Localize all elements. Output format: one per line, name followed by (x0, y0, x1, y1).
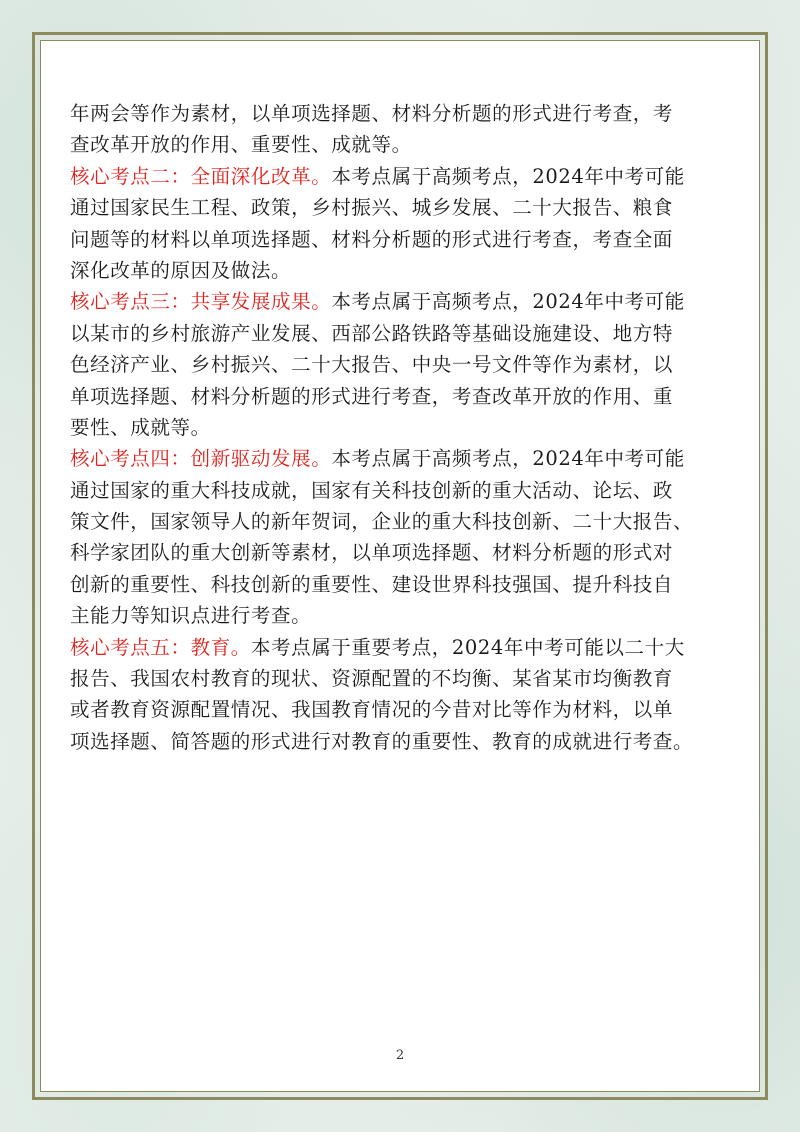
section-heading-line: 核心考点四：创新驱动发展。本考点属于高频考点，2024年中考可能 (70, 447, 685, 471)
text-line: 色经济产业、乡村振兴、二十大报告、中央一号文件等作为素材，以 (70, 353, 674, 377)
text-line: 创新的重要性、科技创新的重要性、建设世界科技强国、提升科技自 (70, 572, 674, 596)
text-line: 项选择题、简答题的形式进行对教育的重要性、教育的成就进行考查。 (70, 729, 694, 753)
text-line: 要性、成就等。 (70, 415, 211, 439)
core-point-heading: 核心考点二：全面深化改革。 (70, 164, 332, 188)
section-heading-line: 核心考点三：共享发展成果。本考点属于高频考点，2024年中考可能 (70, 290, 685, 314)
text-line: 报告、我国农村教育的现状、资源配置的不均衡、某省某市均衡教育 (70, 667, 674, 691)
text-line: 通过国家的重大科技成就，国家有关科技创新的重大活动、论坛、政 (70, 478, 674, 502)
section-heading-line: 核心考点五：教育。本考点属于重要考点，2024年中考可能以二十大 (70, 635, 685, 659)
document-body (70, 98, 730, 757)
section-heading-line: 核心考点二：全面深化改革。本考点属于高频考点，2024年中考可能 (70, 164, 685, 188)
text-line: 深化改革的原因及做法。 (70, 258, 292, 282)
text-line: 单项选择题、材料分析题的形式进行考查，考查改革开放的作用、重 (70, 384, 674, 408)
text-line: 策文件，国家领导人的新年贺词，企业的重大科技创新、二十大报告、 (70, 510, 694, 534)
core-point-heading: 核心考点五：教育。 (70, 635, 251, 659)
text-line: 以某市的乡村旅游产业发展、西部公路铁路等基础设施建设、地方特 (70, 321, 674, 345)
page-number: 2 (395, 1048, 405, 1063)
text-line: 或者教育资源配置情况、我国教育情况的今昔对比等作为材料，以单 (70, 698, 674, 722)
core-point-heading: 核心考点四：创新驱动发展。 (70, 447, 332, 471)
text-line: 查改革开放的作用、重要性、成就等。 (70, 133, 412, 157)
text-line: 主能力等知识点进行考查。 (70, 604, 312, 628)
text-line: 科学家团队的重大创新等素材，以单项选择题、材料分析题的形式对 (70, 541, 674, 565)
text-line: 问题等的材料以单项选择题、材料分析题的形式进行考查，考查全面 (70, 227, 674, 251)
text-line: 年两会等作为素材，以单项选择题、材料分析题的形式进行考查，考 (70, 102, 674, 125)
text-line: 通过国家民生工程、政策，乡村振兴、城乡发展、二十大报告、粮食 (70, 196, 674, 220)
core-point-heading: 核心考点三：共享发展成果。 (70, 290, 332, 314)
